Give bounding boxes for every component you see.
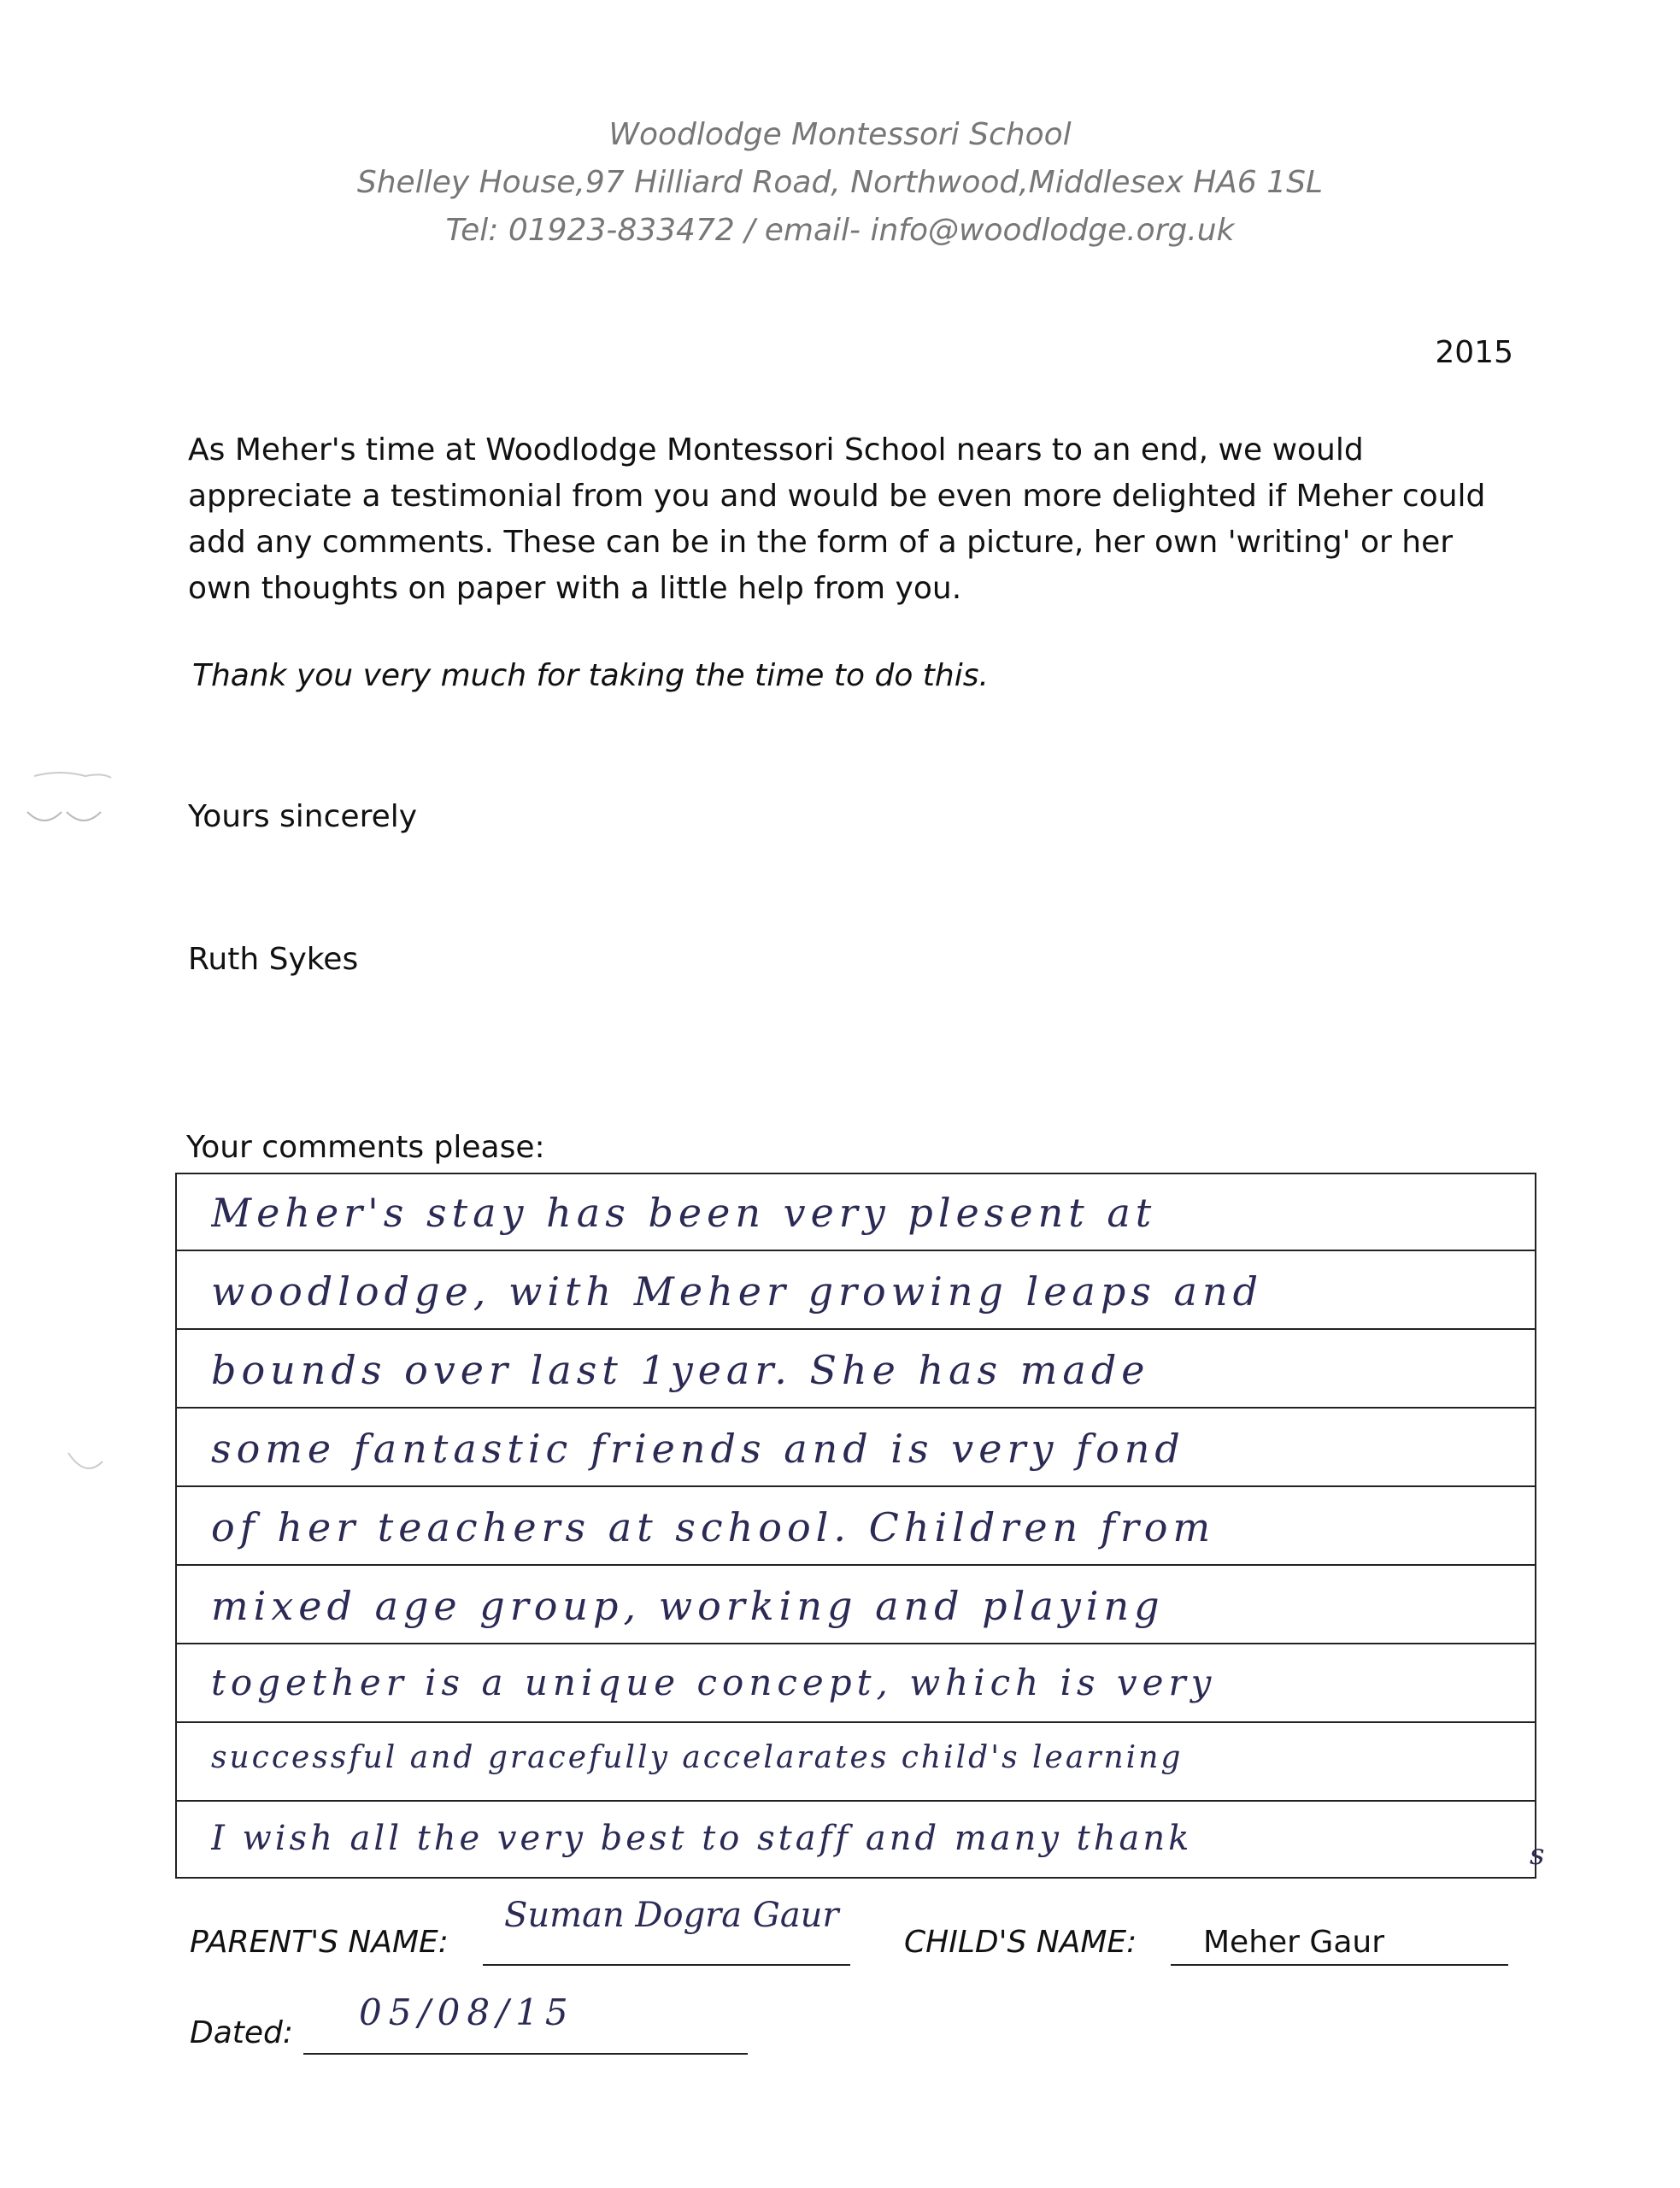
- letterhead: [0, 111, 1680, 255]
- body-line-4: own thoughts on paper with a little help from you.: [188, 571, 962, 606]
- letter-year: 2015: [1435, 335, 1513, 370]
- school-name: Woodlodge Montessori School: [608, 117, 1072, 152]
- handwritten-line-9: I wish all the very best to staff and many thank: [211, 1819, 1193, 1858]
- signer-name: Ruth Sykes: [188, 942, 359, 977]
- handwritten-line-7: together is a unique concept, which is very: [211, 1662, 1217, 1703]
- thanks-line: Thank you very much for taking the time to do this.: [192, 658, 989, 693]
- comments-label: Your comments please:: [186, 1130, 545, 1165]
- child-name-label: CHILD'S NAME:: [904, 1925, 1137, 1960]
- parent-name-value[interactable]: Suman Dogra Gaur: [504, 1896, 839, 1935]
- closing-line: Yours sincerely: [188, 799, 418, 834]
- handwritten-line-4: some fantastic friends and is very fond: [211, 1426, 1185, 1472]
- ruled-line: [177, 1485, 1535, 1487]
- parent-name-label: PARENT'S NAME:: [190, 1925, 449, 1960]
- child-name-value[interactable]: Meher Gaur: [1203, 1925, 1384, 1960]
- scan-smudge-2: [60, 1436, 111, 1487]
- handwritten-line-2: woodlodge, with Meher growing leaps and: [211, 1268, 1264, 1315]
- school-contact: Tel: 01923-833472 / email- info@woodlodge.org.uk: [445, 213, 1235, 248]
- dated-label: Dated:: [190, 2015, 294, 2050]
- school-address: Shelley House,97 Hilliard Road, Northwood,Middlesex HA6 1SL: [356, 165, 1324, 200]
- handwritten-line-6: mixed age group, working and playing: [211, 1583, 1165, 1629]
- body-line-2: appreciate a testimonial from you and would be even more delighted if Meher could: [188, 479, 1486, 514]
- ruled-line: [177, 1328, 1535, 1330]
- comments-box[interactable]: [175, 1173, 1536, 1879]
- ruled-line: [177, 1800, 1535, 1802]
- body-line-3: add any comments. These can be in the form of a picture, her own 'writing' or her: [188, 525, 1454, 560]
- ruled-line: [177, 1721, 1535, 1723]
- handwritten-line-3: bounds over last 1year. She has made: [211, 1347, 1150, 1393]
- body-line-1: As Meher's time at Woodlodge Montessori School nears to an end, we would: [188, 432, 1364, 468]
- ruled-line: [177, 1407, 1535, 1409]
- handwritten-line-1: Meher's stay has been very plesent at: [211, 1190, 1157, 1236]
- ruled-line: [177, 1643, 1535, 1644]
- scan-smudge: [17, 761, 128, 855]
- ruled-line: [177, 1250, 1535, 1251]
- dated-line: [303, 2053, 748, 2055]
- handwritten-line-8: successful and gracefully accelarates child's learning: [211, 1740, 1184, 1775]
- child-name-line: [1171, 1964, 1508, 1966]
- dated-value[interactable]: 05/08/15: [359, 1991, 575, 2033]
- parent-name-line: [483, 1964, 850, 1966]
- handwritten-line-5: of her teachers at school. Children from: [211, 1504, 1216, 1550]
- handwritten-overflow: s: [1530, 1838, 1545, 1872]
- ruled-line: [177, 1564, 1535, 1566]
- letter-body: [188, 427, 1521, 612]
